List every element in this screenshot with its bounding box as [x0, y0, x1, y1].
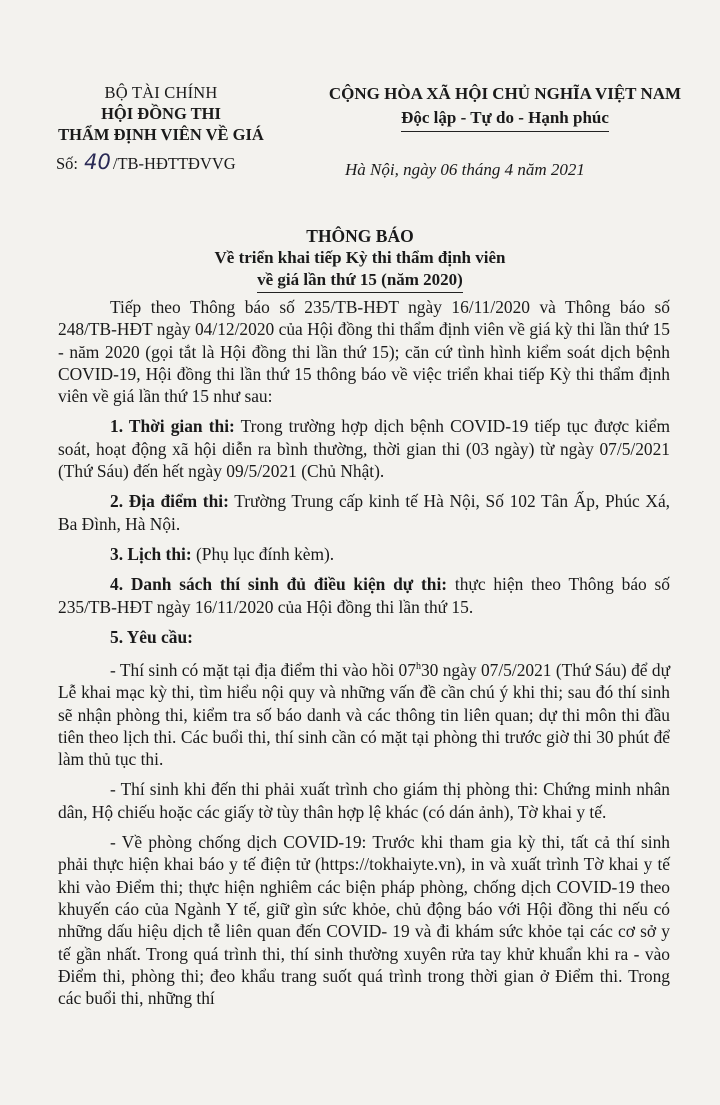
title-heading: THÔNG BÁO — [306, 226, 414, 246]
document-body — [58, 296, 670, 1017]
section-4-label: 4. Danh sách thí sinh đủ điều kiện dự thi: — [110, 574, 448, 595]
requirement-1-part-b: 30 ngày 07/5/2021 (Thứ Sáu) để dự Lễ khai mạc kỳ thi, tìm hiểu nội quy và những vấn đề cần chú ý khi thi; sau đó thí sinh sẽ nhận phòng thi, kiểm tra số báo danh và các thông tin liên quan; dự thi môn thi đầu tiên theo lịch thi. Các buổi thi, thí sinh cần có mặt tại phòng thi trước giờ thi 30 phút để làm thủ tục thi. — [58, 659, 670, 770]
council-name-line2: THẨM ĐỊNH VIÊN VỀ GIÁ — [58, 125, 264, 144]
document-title — [110, 225, 610, 293]
section-5 — [58, 626, 670, 648]
section-2 — [58, 490, 670, 535]
intro-paragraph: Tiếp theo Thông báo số 235/TB-HĐT ngày 16/11/2020 và Thông báo số 248/TB-HĐT ngày 04/12/2020 của Hội đồng thi thẩm định viên về giá kỳ thi lần thứ 15 - năm 2020 (gọi tắt là Hội đồng thi lần thứ 15); căn cứ tình hình kiểm soát dịch bệnh COVID-19, Hội đồng thi lần thứ 15 thông báo về việc triển khai tiếp Kỳ thi thẩm định viên về giá lần thứ 15 như sau: — [58, 297, 670, 407]
section-1-text: Trong trường hợp dịch bệnh COVID-19 tiếp tục được kiểm soát, hoạt động xã hội diễn ra bình thường, thời gian thi (03 ngày) từ ngày 07/5/2021 (Thứ Sáu) đến hết ngày 09/5/2021 (Chủ Nhật). — [58, 416, 671, 482]
title-subtitle-2: về giá lần thứ 15 (năm 2020) — [257, 269, 463, 293]
issuing-agency — [22, 82, 300, 145]
section-2-label: 2. Địa điểm thi: — [110, 491, 229, 512]
section-3 — [58, 543, 670, 565]
section-1 — [58, 415, 670, 482]
section-3-text: (Phụ lục đính kèm). — [191, 543, 335, 564]
section-2-text: Trường Trung cấp kinh tế Hà Nội, Số 102 Tân Ấp, Phúc Xá, Ba Đình, Hà Nội. — [58, 491, 671, 534]
requirement-1-part-a: - Thí sinh có mặt tại địa điểm thi vào hồi 07 — [110, 659, 416, 680]
section-4 — [58, 573, 670, 618]
place-date: Hà Nội, ngày 06 tháng 4 năm 2021 — [345, 160, 585, 179]
section-5-label: 5. Yêu cầu: — [110, 626, 193, 647]
number-prefix: Số: — [56, 154, 79, 173]
number-suffix: /TB-HĐTTĐVVG — [112, 154, 236, 173]
requirement-1 — [58, 656, 670, 770]
requirement-2: - Thí sinh khi đến thi phải xuất trình cho giám thị phòng thi: Chứng minh nhân dân, Hộ chiếu hoặc các giấy tờ tùy thân hợp lệ khác (có dán ảnh), Tờ khai y tế. — [58, 779, 670, 822]
requirement-1-sup: h — [415, 661, 421, 673]
handwritten-number: 40 — [84, 150, 111, 174]
title-subtitle-1: Về triển khai tiếp Kỳ thi thẩm định viên — [214, 248, 506, 267]
document-number — [56, 150, 236, 174]
nation-name: CỘNG HÒA XÃ HỘI CHỦ NGHĨA VIỆT NAM — [328, 84, 682, 103]
requirement-3: - Về phòng chống dịch COVID-19: Trước khi tham gia kỳ thi, tất cả thí sinh phải thực hiện khai báo y tế điện tử (https://tokhaiyte.vn), in và xuất trình Tờ khai y tế khi vào Điểm thi; thực hiện nghiêm các biện pháp phòng, chống dịch COVID-19 theo khuyến cáo của Ngành Y tế, giữ gìn sức khỏe, chủ động báo với Hội đồng thi nếu có những dấu hiệu dịch tễ liên quan đến COVID- 19 và đi khám sức khỏe tại các cơ sở y tế gần nhất. Trong quá trình thi, thí sinh thường xuyên rửa tay khử khuẩn khi ra - vào Điểm thi, phòng thi; đeo khẩu trang suốt quá trình trong thời gian ở Điểm thi. Trong các buổi thi, những thí — [58, 832, 670, 1009]
ministry-name: BỘ TÀI CHÍNH — [104, 83, 218, 102]
section-1-label: 1. Thời gian thi: — [110, 416, 235, 437]
council-name-line1: HỘI ĐỒNG THI — [101, 104, 221, 123]
national-motto: Độc lập - Tự do - Hạnh phúc — [401, 106, 609, 132]
national-heading — [300, 82, 710, 132]
section-3-label: 3. Lịch thi: — [110, 543, 192, 564]
section-4-text: thực hiện theo Thông báo số 235/TB-HĐT ngày 16/11/2020 của Hội đồng thi lần thứ 15. — [58, 574, 670, 617]
